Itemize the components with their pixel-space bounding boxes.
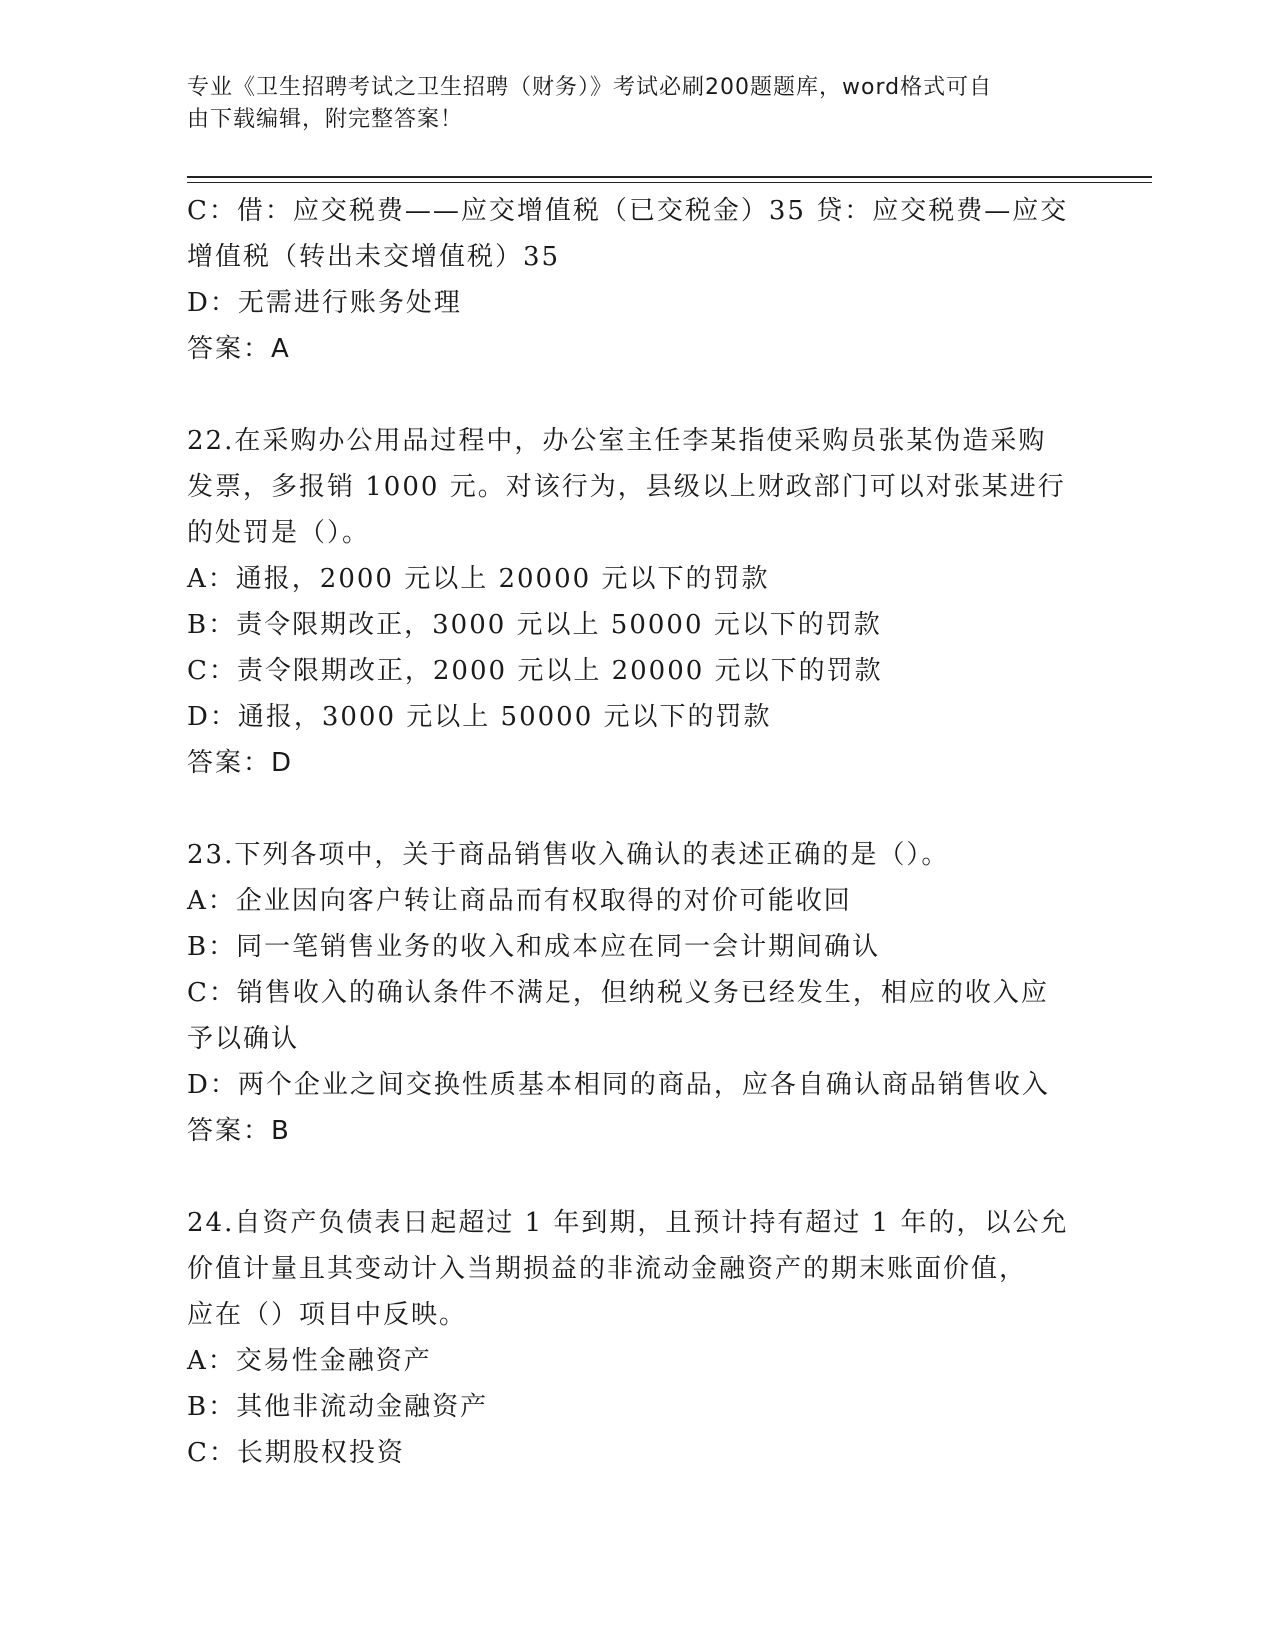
q23-option-c-line-2: 予以确认	[187, 1024, 300, 1054]
q24-option-c: C：长期股权投资	[187, 1438, 405, 1468]
q24-stem-line-3: 应在（）项目中反映。	[187, 1300, 468, 1330]
q23-answer: 答案：B	[187, 1116, 291, 1146]
spacer	[187, 1154, 1087, 1200]
q23-option-d: D：两个企业之间交换性质基本相同的商品，应各自确认商品销售收入	[187, 1070, 1050, 1100]
spacer	[187, 786, 1087, 832]
q21-answer: 答案：A	[187, 334, 291, 364]
q22-stem-line-2: 发票，多报销 1000 元。对该行为，县级以上财政部门可以对张某进行	[187, 472, 1066, 502]
page-header	[187, 72, 1087, 136]
q22-option-b: B：责令限期改正，3000 元以上 50000 元以下的罚款	[187, 610, 882, 640]
q23-option-b: B：同一笔销售业务的收入和成本应在同一会计期间确认	[187, 932, 881, 962]
question-23	[187, 832, 1087, 1154]
q23-option-c-line-1: C：销售收入的确认条件不满足，但纳税义务已经发生，相应的收入应	[187, 978, 1049, 1008]
header-line-1: 专业《卫生招聘考试之卫生招聘（财务）》考试必刷200题题库，word格式可自	[187, 75, 993, 100]
q22-stem-line-1: 22.在采购办公用品过程中，办公室主任李某指使采购员张某伪造采购	[187, 426, 1047, 456]
question-24	[187, 1200, 1087, 1476]
header-line-2: 由下载编辑，附完整答案！	[187, 107, 464, 132]
q22-stem-line-3: 的处罚是（）。	[187, 518, 371, 548]
q23-option-a: A：企业因向客户转让商品而有权取得的对价可能收回	[187, 886, 852, 916]
q24-stem-line-2: 价值计量且其变动计入当期损益的非流动金融资产的期末账面价值，	[187, 1254, 1028, 1284]
q22-option-a: A：通报，2000 元以上 20000 元以下的罚款	[187, 564, 770, 594]
q22-answer: 答案：D	[187, 748, 294, 778]
q21-option-d: D：无需进行账务处理	[187, 288, 462, 318]
q22-option-c: C：责令限期改正，2000 元以上 20000 元以下的罚款	[187, 656, 883, 686]
question-content	[187, 188, 1087, 1476]
q24-option-a: A：交易性金融资产	[187, 1346, 432, 1376]
question-21	[187, 188, 1087, 372]
header-divider-thin	[187, 182, 1152, 183]
q23-stem: 23.下列各项中，关于商品销售收入确认的表述正确的是（）。	[187, 840, 950, 870]
spacer	[187, 372, 1087, 418]
q21-option-c-line-1: C：借：应交税费——应交增值税（已交税金）35 贷：应交税费—应交	[187, 196, 1069, 226]
q24-stem-line-1: 24.自资产负债表日起超过 1 年到期，且预计持有超过 1 年的，以公允	[187, 1208, 1069, 1238]
q24-option-b: B：其他非流动金融资产	[187, 1392, 489, 1422]
header-divider-thick	[187, 176, 1152, 178]
q21-option-c-line-2: 增值税（转出未交增值税）35	[187, 242, 561, 272]
question-22	[187, 418, 1087, 786]
q22-option-d: D：通报，3000 元以上 50000 元以下的罚款	[187, 702, 772, 732]
